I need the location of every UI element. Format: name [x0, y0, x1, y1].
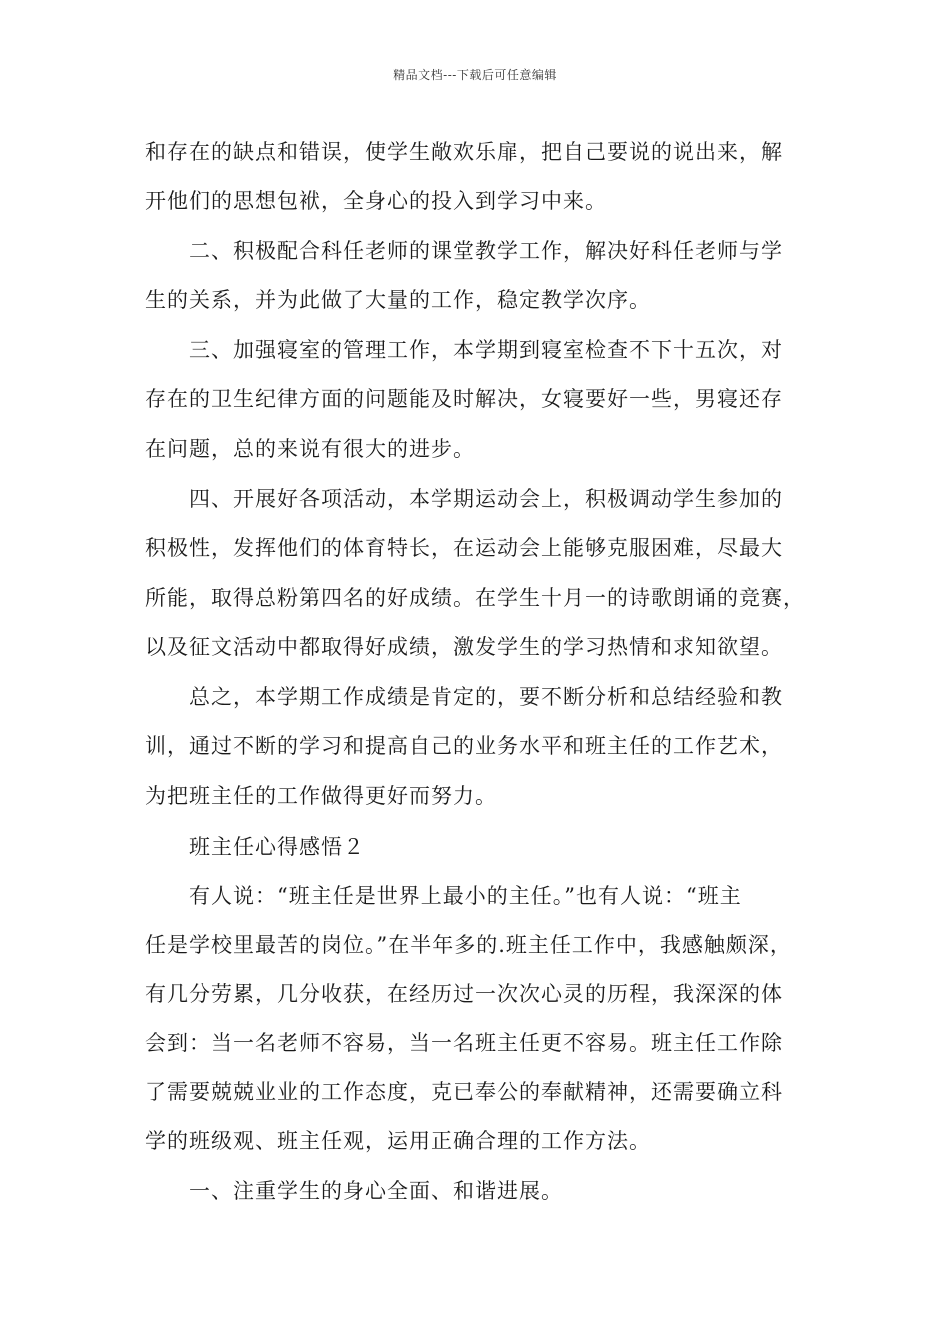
- text-line: 总之，本学期工作成绩是肯定的，要不断分析和总结经验和教: [145, 685, 783, 709]
- text-line: 有人说：“班主任是世界上最小的主任。”也有人说：“班主: [145, 884, 742, 908]
- text-line: 生的关系，并为此做了大量的工作，稳定教学次序。: [145, 288, 651, 312]
- section-heading: 班主任心得感悟２: [145, 835, 365, 859]
- text-line: 会到：当一名老师不容易，当一名班主任更不容易。班主任工作除: [145, 1031, 783, 1055]
- text-line: 在问题，总的来说有很大的进步。: [145, 437, 475, 461]
- text-line: 二、积极配合科任老师的课堂教学工作，解决好科任老师与学: [145, 239, 783, 263]
- text-line: 和存在的缺点和错误，使学生敞欢乐扉，把自己要说的说出来，解: [145, 140, 783, 164]
- text-line: 存在的卫生纪律方面的问题能及时解决，女寝要好一些，男寝还存: [145, 387, 783, 411]
- text-line: 四、开展好各项活动，本学期运动会上，积极调动学生参加的: [145, 487, 783, 511]
- text-line: 开他们的思想包袱，全身心的投入到学习中来。: [145, 189, 607, 213]
- text-line: 三、加强寝室的管理工作，本学期到寝室检查不下十五次，对: [145, 338, 783, 362]
- text-line: 有几分劳累，几分收获，在经历过一次次心灵的历程，我深深的体: [145, 982, 783, 1006]
- text-line: 了需要兢兢业业的工作态度，克已奉公的奉献精神，还需要确立科: [145, 1080, 783, 1104]
- text-line: 学的班级观、班主任观，运用正确合理的工作方法。: [145, 1129, 651, 1153]
- text-line: 所能，取得总粉第四名的好成绩。在学生十月一的诗歌朗诵的竞赛，: [145, 586, 805, 610]
- text-line: 以及征文活动中都取得好成绩，激发学生的学习热情和求知欲望。: [145, 635, 783, 659]
- text-line: 训，通过不断的学习和提高自己的业务水平和班主任的工作艺术，: [145, 734, 783, 758]
- text-line: 任是学校里最苦的岗位。”在半年多的.班主任工作中，我感触颇深，: [145, 933, 792, 957]
- text-line: 为把班主任的工作做得更好而努力。: [145, 784, 497, 808]
- text-line: 积极性，发挥他们的体育特长，在运动会上能够克服困难，尽最大: [145, 536, 783, 560]
- text-line: 一、注重学生的身心全面、和谐进展。: [145, 1179, 563, 1203]
- page-header: 精品文档---下载后可任意编辑: [393, 68, 557, 82]
